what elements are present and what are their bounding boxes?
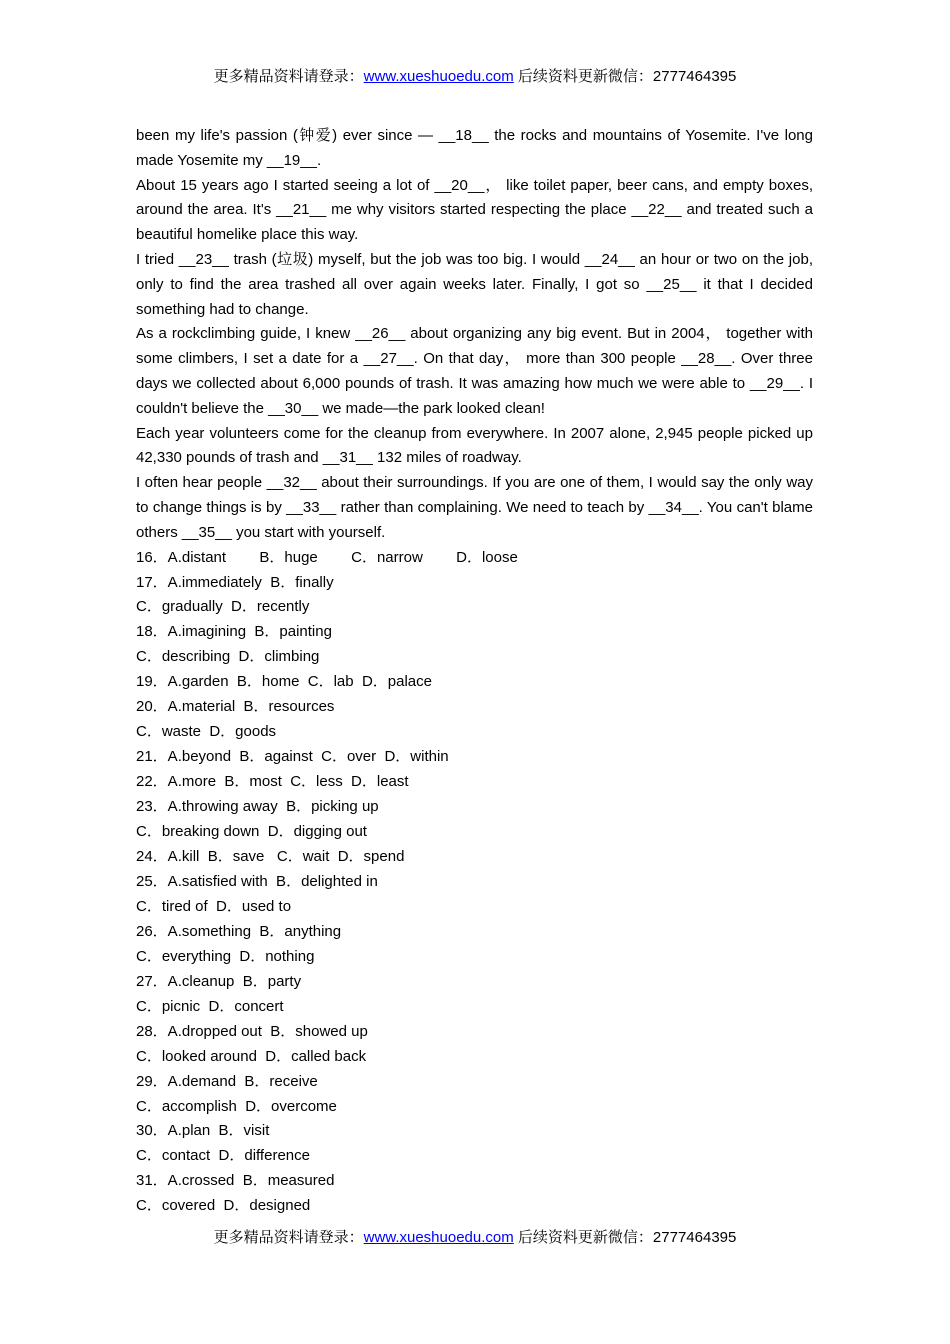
option-line: 29．A.demand B．receive bbox=[136, 1072, 318, 1090]
answer-options bbox=[136, 546, 813, 1220]
option-line: C．describing D．climbing bbox=[136, 648, 320, 666]
footer-prefix: 更多精品资料请登录： bbox=[213, 1229, 364, 1246]
option-line: 30．A.plan B．visit bbox=[136, 1122, 270, 1140]
option-line: C．covered D．designed bbox=[136, 1197, 311, 1215]
option-line: C．tired of D．used to bbox=[136, 897, 292, 915]
option-line: 26．A.something B．anything bbox=[136, 922, 342, 940]
header-website-link[interactable]: www.xueshuoedu.com bbox=[363, 68, 514, 85]
document-body bbox=[136, 124, 813, 1219]
option-line: C．contact D．difference bbox=[136, 1147, 310, 1165]
page-footer bbox=[0, 1228, 950, 1248]
option-line: C．breaking down D．digging out bbox=[136, 823, 367, 841]
option-line: 28．A.dropped out B．showed up bbox=[136, 1022, 368, 1040]
passage-paragraph: I tried __23__ trash (垃圾) myself, but the job was too big. I would __24__ an hour or two on the job, only to find the area trashed all over again weeks later. Finally, I got so __25__ it that I decided something had to change. bbox=[136, 250, 813, 318]
page-header bbox=[0, 67, 950, 87]
passage bbox=[136, 124, 813, 546]
option-line: 21．A.beyond B．against C．over D．within bbox=[136, 748, 449, 766]
option-line: 19．A.garden B．home C．lab D．palace bbox=[136, 673, 432, 691]
header-prefix: 更多精品资料请登录： bbox=[213, 68, 364, 85]
option-line: C．gradually D．recently bbox=[136, 598, 310, 616]
option-line: 24．A.kill B．save C．wait D．spend bbox=[136, 847, 405, 865]
passage-paragraph: Each year volunteers come for the cleanup from everywhere. In 2007 alone, 2,945 people picked up 42,330 pounds of trash and __31__ 132 miles of roadway. bbox=[136, 424, 813, 467]
option-line: C．accomplish D．overcome bbox=[136, 1097, 337, 1115]
option-line: 31．A.crossed B．measured bbox=[136, 1172, 335, 1190]
option-line: 25．A.satisfied with B．delighted in bbox=[136, 872, 378, 890]
option-line: C．looked around D．called back bbox=[136, 1047, 367, 1065]
passage-paragraph: been my life's passion (钟爱) ever since — __18__ the rocks and mountains of Yosemite. I've long made Yosemite my __19__. bbox=[136, 127, 813, 169]
passage-paragraph: As a rockclimbing guide, I knew __26__ about organizing any big event. But in 2004， together with some climbers, I set a date for a __27__. On that day， more than 300 people __28__. Over three days we collected about 6,000 pounds of trash. It was amazing how much we were able to __29__. I couldn't believe the __30__ we made—the park looked clean! bbox=[136, 325, 813, 417]
header-suffix: 后续资料更新微信：2777464395 bbox=[513, 68, 737, 85]
passage-paragraph: About 15 years ago I started seeing a lot of __20__， like toilet paper, beer cans, and empty boxes, around the area. It's __21__ me why visitors started respecting the place __22__ and treated such a beautiful homelike place this way. bbox=[136, 176, 813, 244]
option-line: 22．A.more B．most C．less D．least bbox=[136, 773, 409, 791]
footer-suffix: 后续资料更新微信：2777464395 bbox=[513, 1229, 737, 1246]
option-line: 27．A.cleanup B．party bbox=[136, 972, 302, 990]
option-line: C．everything D．nothing bbox=[136, 947, 315, 965]
option-line: 18．A.imagining B．painting bbox=[136, 623, 332, 641]
option-line: 16．A.distant B．huge C．narrow D．loose bbox=[136, 548, 518, 566]
option-line: C．picnic D．concert bbox=[136, 997, 284, 1015]
option-line: 23．A.throwing away B．picking up bbox=[136, 798, 379, 816]
option-line: 20．A.material B．resources bbox=[136, 698, 335, 716]
option-line: 17．A.immediately B．finally bbox=[136, 573, 334, 591]
passage-paragraph: I often hear people __32__ about their surroundings. If you are one of them, I would say the only way to change things is by __33__ rather than complaining. We need to teach by __34__. You can't blame others __35__ you start with yourself. bbox=[136, 474, 813, 541]
option-line: C．waste D．goods bbox=[136, 723, 277, 741]
footer-website-link[interactable]: www.xueshuoedu.com bbox=[363, 1229, 514, 1246]
